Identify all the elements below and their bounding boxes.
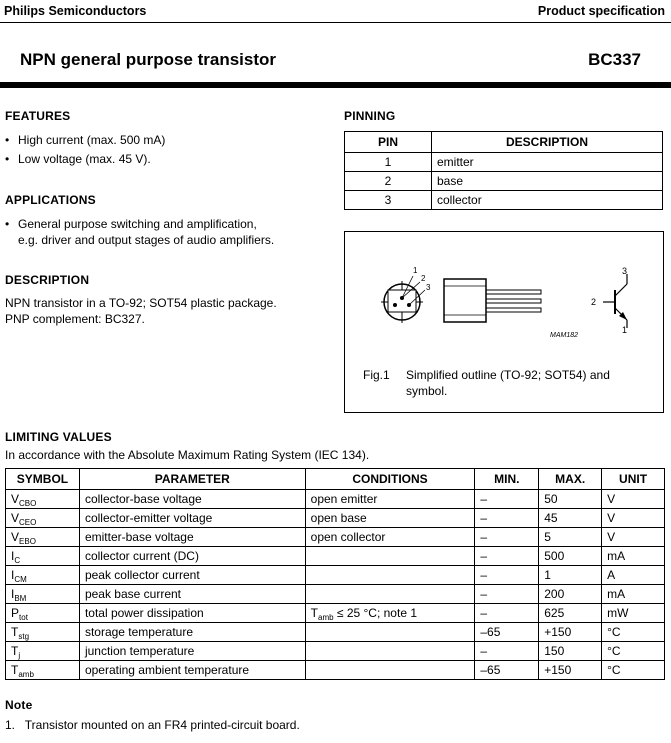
unit-cell: °C xyxy=(602,623,665,642)
company-name: Philips Semiconductors xyxy=(4,4,147,18)
pin-description: collector xyxy=(432,191,663,210)
part-number: BC337 xyxy=(588,50,641,69)
parameter-cell: operating ambient temperature xyxy=(79,661,305,680)
unit-cell: °C xyxy=(602,661,665,680)
feature-item xyxy=(5,150,151,169)
symbol-cell: $I_C$ xyxy=(6,547,80,566)
description-line1: NPN transistor in a TO-92; SOT54 plastic package. xyxy=(5,296,277,310)
col-symbol-header: SYMBOL xyxy=(6,469,80,490)
table-row xyxy=(6,490,665,509)
max-cell: 45 xyxy=(539,509,602,528)
conditions-cell: open collector xyxy=(305,528,475,547)
bottom-view-icon xyxy=(381,276,425,323)
figure-caption xyxy=(363,367,636,399)
col-description-header: DESCRIPTION xyxy=(432,132,663,153)
pinning-table xyxy=(344,131,663,210)
bullet-icon: • xyxy=(5,133,10,147)
parameter-cell: collector current (DC) xyxy=(79,547,305,566)
symbol-cell: $I_{CM}$ xyxy=(6,566,80,585)
figure-number: Fig.1 xyxy=(363,368,390,382)
table-row xyxy=(6,585,665,604)
min-cell: – xyxy=(475,528,539,547)
bullet-icon: • xyxy=(5,152,10,166)
table-row xyxy=(6,528,665,547)
symbol-cell: $I_{BM}$ xyxy=(6,585,80,604)
symbol-cell: $V_{EBO}$ xyxy=(6,528,80,547)
description-line2: PNP complement: BC327. xyxy=(5,312,145,326)
parameter-cell: peak collector current xyxy=(79,566,305,585)
pin-label: 3 xyxy=(426,283,431,292)
min-cell: – xyxy=(475,547,539,566)
pin-number: 1 xyxy=(345,153,432,172)
conditions-cell xyxy=(305,642,475,661)
application-text-line2: e.g. driver and output stages of audio amplifiers. xyxy=(18,233,275,247)
header-rule xyxy=(0,22,671,23)
pin-description: base xyxy=(432,172,663,191)
feature-text: High current (max. 500 mA) xyxy=(18,133,166,147)
pin-number: 2 xyxy=(345,172,432,191)
title-rule xyxy=(0,82,671,88)
pin-label: 1 xyxy=(622,325,628,335)
parameter-cell: emitter-base voltage xyxy=(79,528,305,547)
parameter-cell: storage temperature xyxy=(79,623,305,642)
pin-description: emitter xyxy=(432,153,663,172)
symbol-cell: $T_{stg}$ xyxy=(6,623,80,642)
unit-cell: mA xyxy=(602,547,665,566)
min-cell: – xyxy=(475,604,539,623)
transistor-symbol-icon xyxy=(603,274,627,328)
conditions-cell xyxy=(305,547,475,566)
table-row xyxy=(345,153,663,172)
figure-code: MAM182 xyxy=(550,332,579,339)
features-heading: FEATURES xyxy=(5,109,71,123)
package-outline-drawing xyxy=(345,232,663,362)
max-cell: 150 xyxy=(539,642,602,661)
col-min-header: MIN. xyxy=(475,469,539,490)
min-cell: –65 xyxy=(475,623,539,642)
feature-item xyxy=(5,131,165,150)
table-row xyxy=(345,172,663,191)
applications-heading: APPLICATIONS xyxy=(5,193,96,207)
max-cell: 625 xyxy=(539,604,602,623)
symbol-cell: $V_{CEO}$ xyxy=(6,509,80,528)
application-item xyxy=(5,216,274,248)
pinning-heading: PINNING xyxy=(344,109,396,123)
min-cell: – xyxy=(475,509,539,528)
conditions-cell xyxy=(305,661,475,680)
conditions-cell: open emitter xyxy=(305,490,475,509)
max-cell: +150 xyxy=(539,661,602,680)
conditions-cell xyxy=(305,585,475,604)
bullet-icon: • xyxy=(5,217,10,231)
figure-box xyxy=(344,231,664,413)
description-text xyxy=(5,295,277,327)
note-heading: Note xyxy=(5,698,33,712)
min-cell: – xyxy=(475,642,539,661)
pin-label: 2 xyxy=(421,274,426,283)
conditions-cell: open base xyxy=(305,509,475,528)
parameter-cell: junction temperature xyxy=(79,642,305,661)
conditions-cell xyxy=(305,623,475,642)
max-cell: 1 xyxy=(539,566,602,585)
document-title: NPN general purpose transistor xyxy=(20,50,277,69)
application-text-line1: General purpose switching and amplification, xyxy=(18,217,257,231)
symbol-cell: $T_j$ xyxy=(6,642,80,661)
table-row xyxy=(6,661,665,680)
min-cell: – xyxy=(475,585,539,604)
parameter-cell: collector-emitter voltage xyxy=(79,509,305,528)
col-conditions-header: CONDITIONS xyxy=(305,469,475,490)
note-text: 1. Transistor mounted on an FR4 printed-circuit board. xyxy=(5,718,300,732)
max-cell: +150 xyxy=(539,623,602,642)
min-cell: – xyxy=(475,566,539,585)
pin-number: 3 xyxy=(345,191,432,210)
unit-cell: V xyxy=(602,490,665,509)
conditions-cell xyxy=(305,566,475,585)
pin-label: 1 xyxy=(413,266,418,275)
description-heading: DESCRIPTION xyxy=(5,273,90,287)
max-cell: 500 xyxy=(539,547,602,566)
table-row xyxy=(345,191,663,210)
table-row xyxy=(6,566,665,585)
figure-caption-text: Simplified outline (TO-92; SOT54) and symbol. xyxy=(406,368,610,398)
unit-cell: mW xyxy=(602,604,665,623)
symbol-cell: $T_{amb}$ xyxy=(6,661,80,680)
side-view-icon xyxy=(444,279,541,322)
table-row xyxy=(6,604,665,623)
max-cell: 5 xyxy=(539,528,602,547)
col-unit-header: UNIT xyxy=(602,469,665,490)
pin-label: 3 xyxy=(622,266,628,276)
parameter-cell: collector-base voltage xyxy=(79,490,305,509)
unit-cell: mA xyxy=(602,585,665,604)
min-cell: –65 xyxy=(475,661,539,680)
table-row xyxy=(6,547,665,566)
pin-label: 2 xyxy=(591,297,597,307)
min-cell: – xyxy=(475,490,539,509)
limiting-values-table xyxy=(5,468,665,680)
parameter-cell: peak base current xyxy=(79,585,305,604)
table-header-row xyxy=(6,469,665,490)
table-row xyxy=(6,623,665,642)
col-parameter-header: PARAMETER xyxy=(79,469,305,490)
max-cell: 200 xyxy=(539,585,602,604)
col-max-header: MAX. xyxy=(539,469,602,490)
document-type: Product specification xyxy=(537,4,665,18)
symbol-cell: $V_{CBO}$ xyxy=(6,490,80,509)
unit-cell: V xyxy=(602,509,665,528)
table-header-row xyxy=(345,132,663,153)
table-row xyxy=(6,642,665,661)
conditions-cell: $T_{amb} \le 25$ °C; note 1 xyxy=(305,604,475,623)
col-pin-header: PIN xyxy=(345,132,432,153)
max-cell: 50 xyxy=(539,490,602,509)
unit-cell: A xyxy=(602,566,665,585)
limiting-values-heading: LIMITING VALUES xyxy=(5,430,112,444)
unit-cell: °C xyxy=(602,642,665,661)
symbol-cell: $P_{tot}$ xyxy=(6,604,80,623)
feature-text: Low voltage (max. 45 V). xyxy=(18,152,151,166)
unit-cell: V xyxy=(602,528,665,547)
limiting-values-subheading: In accordance with the Absolute Maximum Rating System (IEC 134). xyxy=(5,448,370,462)
table-row xyxy=(6,509,665,528)
parameter-cell: total power dissipation xyxy=(79,604,305,623)
